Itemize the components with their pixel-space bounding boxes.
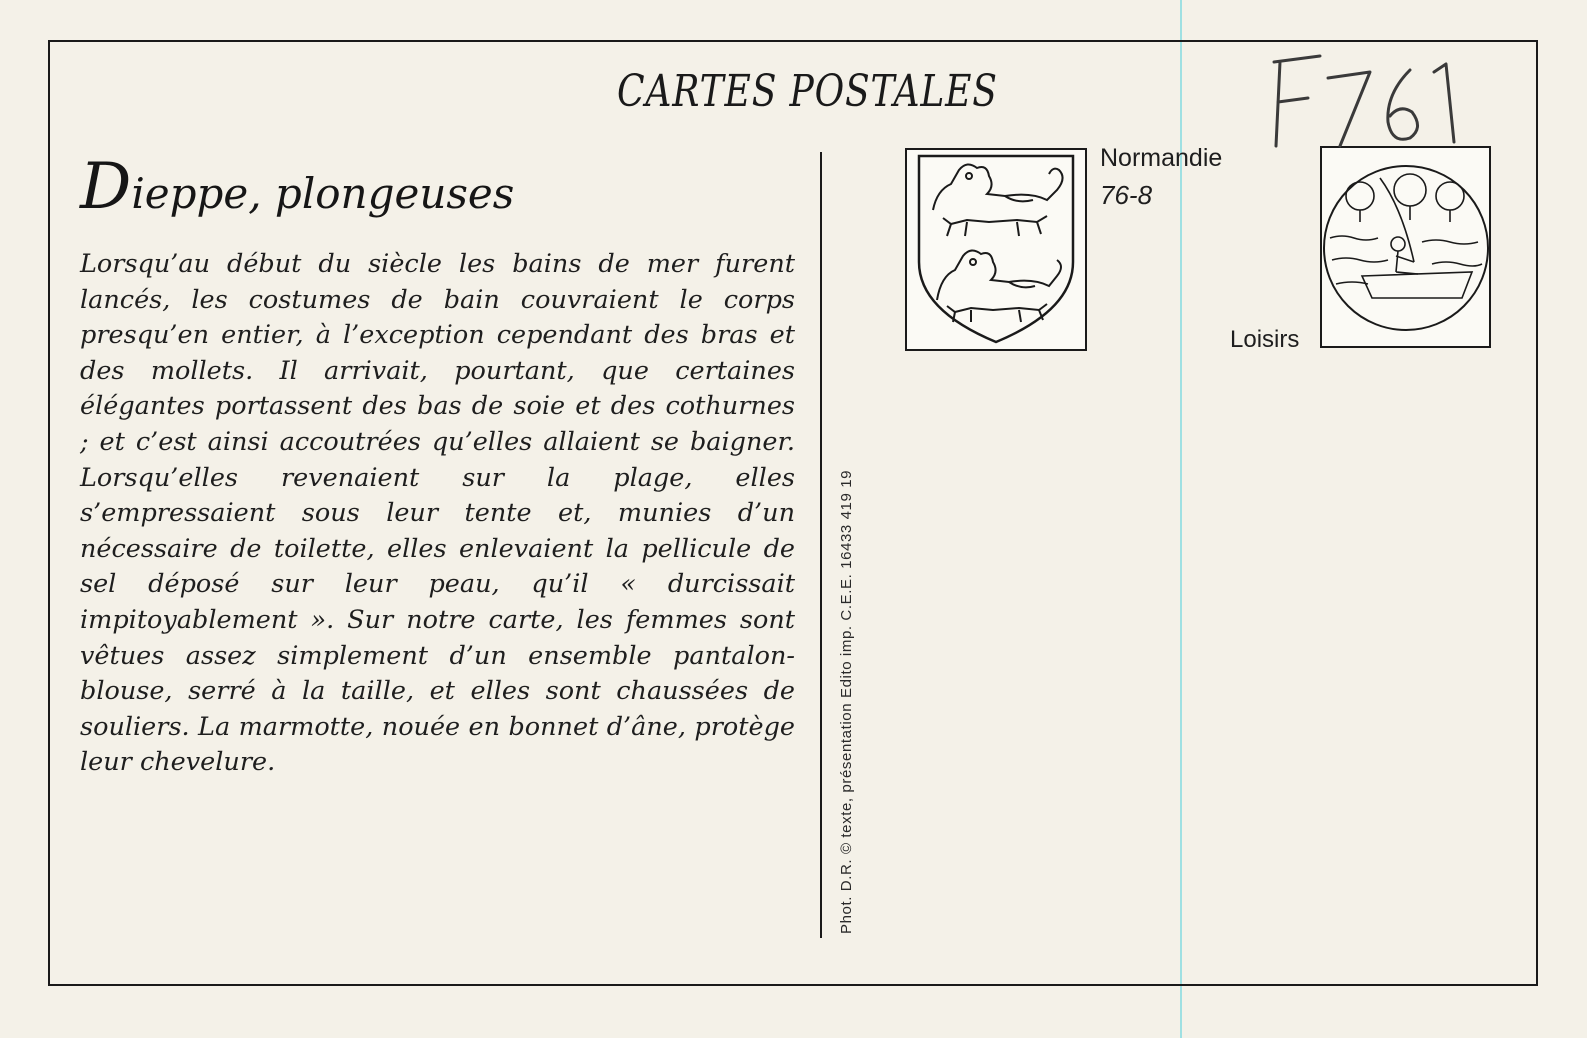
card-title <box>80 150 514 224</box>
handwritten-f761-icon <box>1258 42 1468 152</box>
fisherman-boat-stamp-icon <box>1322 148 1489 346</box>
card-title-initial: D <box>80 150 132 224</box>
card-description: Lorsqu’au début du siècle les bains de mer furent lancés, les costumes de bain couvraient le corps presqu’en entier, à l’exception cependant des bras et des mollets. Il arrivait, pourtant, que certaines élégantes portassent des bas de soie et des cothurnes ; et c’est ainsi accoutrées qu’elles allaient se baigner. Lorsqu’elles revenaient sur la plage, elles s’empressaient sous leur tente et, munies d’un nécessaire de toilette, elles enlevaient la pellicule de sel déposé sur leur peau, qu’il « durcissait impitoyablement ». Sur notre carte, les femmes sont vêtues assez simplement d’un ensemble pantalon-blouse, serré à la taille, et elles sont chaussées de souliers. La marmotte, nouée en bonnet d’âne, protège leur chevelure. <box>80 249 795 778</box>
category-label: Loisirs <box>1230 326 1300 353</box>
normandy-lions-crest-icon <box>907 150 1085 349</box>
handwritten-annotation <box>1258 42 1468 156</box>
region-crest <box>905 148 1087 351</box>
vertical-divider <box>820 152 822 938</box>
category-stamp <box>1320 146 1491 348</box>
region-name: Normandie <box>1100 144 1223 172</box>
header-title: CARTES POSTALES <box>617 66 998 117</box>
card-title-rest: ieppe, plongeuses <box>131 169 515 218</box>
region-code: 76-8 <box>1100 180 1153 210</box>
photo-credit: Phot. D.R. © texte, présentation Edito imp. C.E.E. 16433 419 19 <box>838 469 855 934</box>
